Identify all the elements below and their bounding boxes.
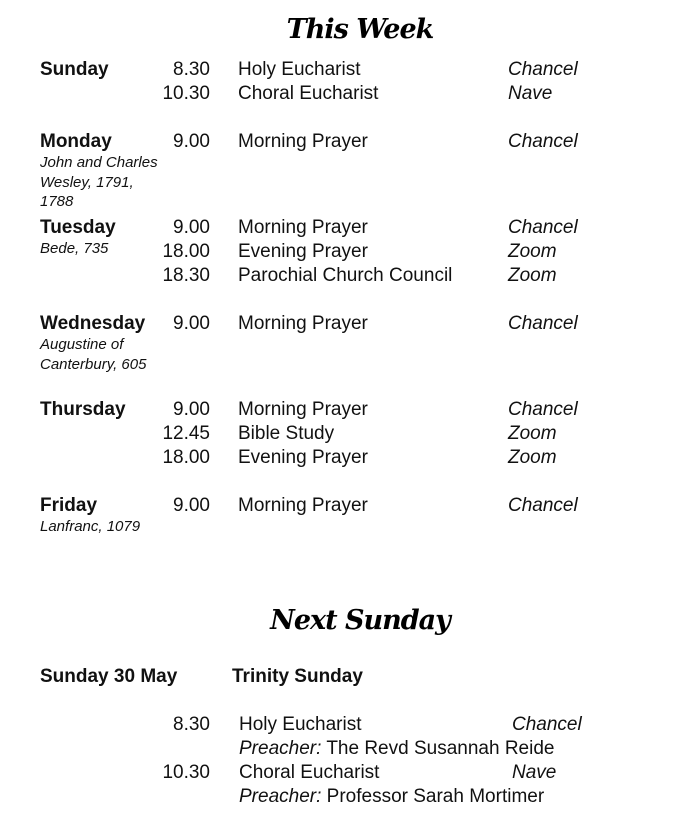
service-name: Morning Prayer (238, 313, 368, 334)
service-name: Choral Eucharist (238, 83, 379, 104)
service-venue: Chancel (508, 131, 578, 152)
next-service-name: Holy Eucharist (239, 714, 362, 735)
service-time: 10.30 (162, 83, 210, 104)
service-venue: Zoom (508, 423, 557, 444)
service-name: Evening Prayer (238, 447, 368, 468)
service-venue: Chancel (508, 217, 578, 238)
next-sunday-heading: Next Sunday (270, 605, 450, 636)
next-sunday-feast: Trinity Sunday (232, 666, 363, 687)
next-service-name: Choral Eucharist (239, 762, 380, 783)
service-name: Bible Study (238, 423, 335, 444)
day-name: Sunday (40, 59, 109, 80)
service-time: 9.00 (173, 217, 210, 238)
day-name: Wednesday (40, 313, 146, 334)
next-service-venue: Chancel (512, 714, 582, 735)
service-venue: Chancel (508, 495, 578, 516)
this-week-heading: This Week (286, 14, 434, 45)
service-time: 9.00 (173, 399, 210, 420)
day-name: Thursday (40, 399, 126, 420)
service-time: 12.45 (162, 423, 210, 444)
saint-commemoration: Lanfranc, 1079 (40, 518, 141, 535)
preacher-name: The Revd Susannah Reide (326, 738, 555, 759)
saint-commemoration: Bede, 735 (40, 240, 109, 257)
preacher-name: Professor Sarah Mortimer (326, 786, 545, 807)
preacher-line (239, 786, 544, 808)
service-time: 18.00 (162, 447, 210, 468)
next-service-venue: Nave (512, 762, 557, 783)
service-name: Morning Prayer (238, 131, 368, 152)
preacher-label: Preacher: (239, 786, 322, 807)
day-name: Monday (40, 131, 112, 152)
saint-commemoration: Augustine of Canterbury, 605 (40, 336, 147, 373)
service-name: Morning Prayer (238, 495, 368, 516)
preacher-label: Preacher: (239, 738, 322, 759)
service-name: Morning Prayer (238, 399, 368, 420)
service-venue: Zoom (508, 447, 557, 468)
service-time: 9.00 (173, 131, 210, 152)
service-name: Morning Prayer (238, 217, 368, 238)
service-time: 9.00 (173, 313, 210, 334)
next-service-time: 8.30 (173, 714, 210, 735)
preacher-line (239, 738, 554, 760)
service-venue: Chancel (508, 313, 578, 334)
service-venue: Zoom (508, 265, 557, 286)
service-venue: Nave (508, 83, 553, 104)
service-time: 9.00 (173, 495, 210, 516)
day-name: Tuesday (40, 217, 116, 238)
service-time: 18.30 (162, 265, 210, 286)
next-service-time: 10.30 (162, 762, 210, 783)
service-name: Evening Prayer (238, 241, 368, 262)
service-venue: Chancel (508, 59, 578, 80)
saint-commemoration: John and Charles Wesley, 1791, 1788 (40, 154, 158, 210)
service-name: Holy Eucharist (238, 59, 361, 80)
service-venue: Chancel (508, 399, 578, 420)
service-venue: Zoom (508, 241, 557, 262)
service-time: 8.30 (173, 59, 210, 80)
service-time: 18.00 (162, 241, 210, 262)
next-sunday-date: Sunday 30 May (40, 666, 178, 687)
service-name: Parochial Church Council (238, 265, 453, 286)
day-name: Friday (40, 495, 98, 516)
